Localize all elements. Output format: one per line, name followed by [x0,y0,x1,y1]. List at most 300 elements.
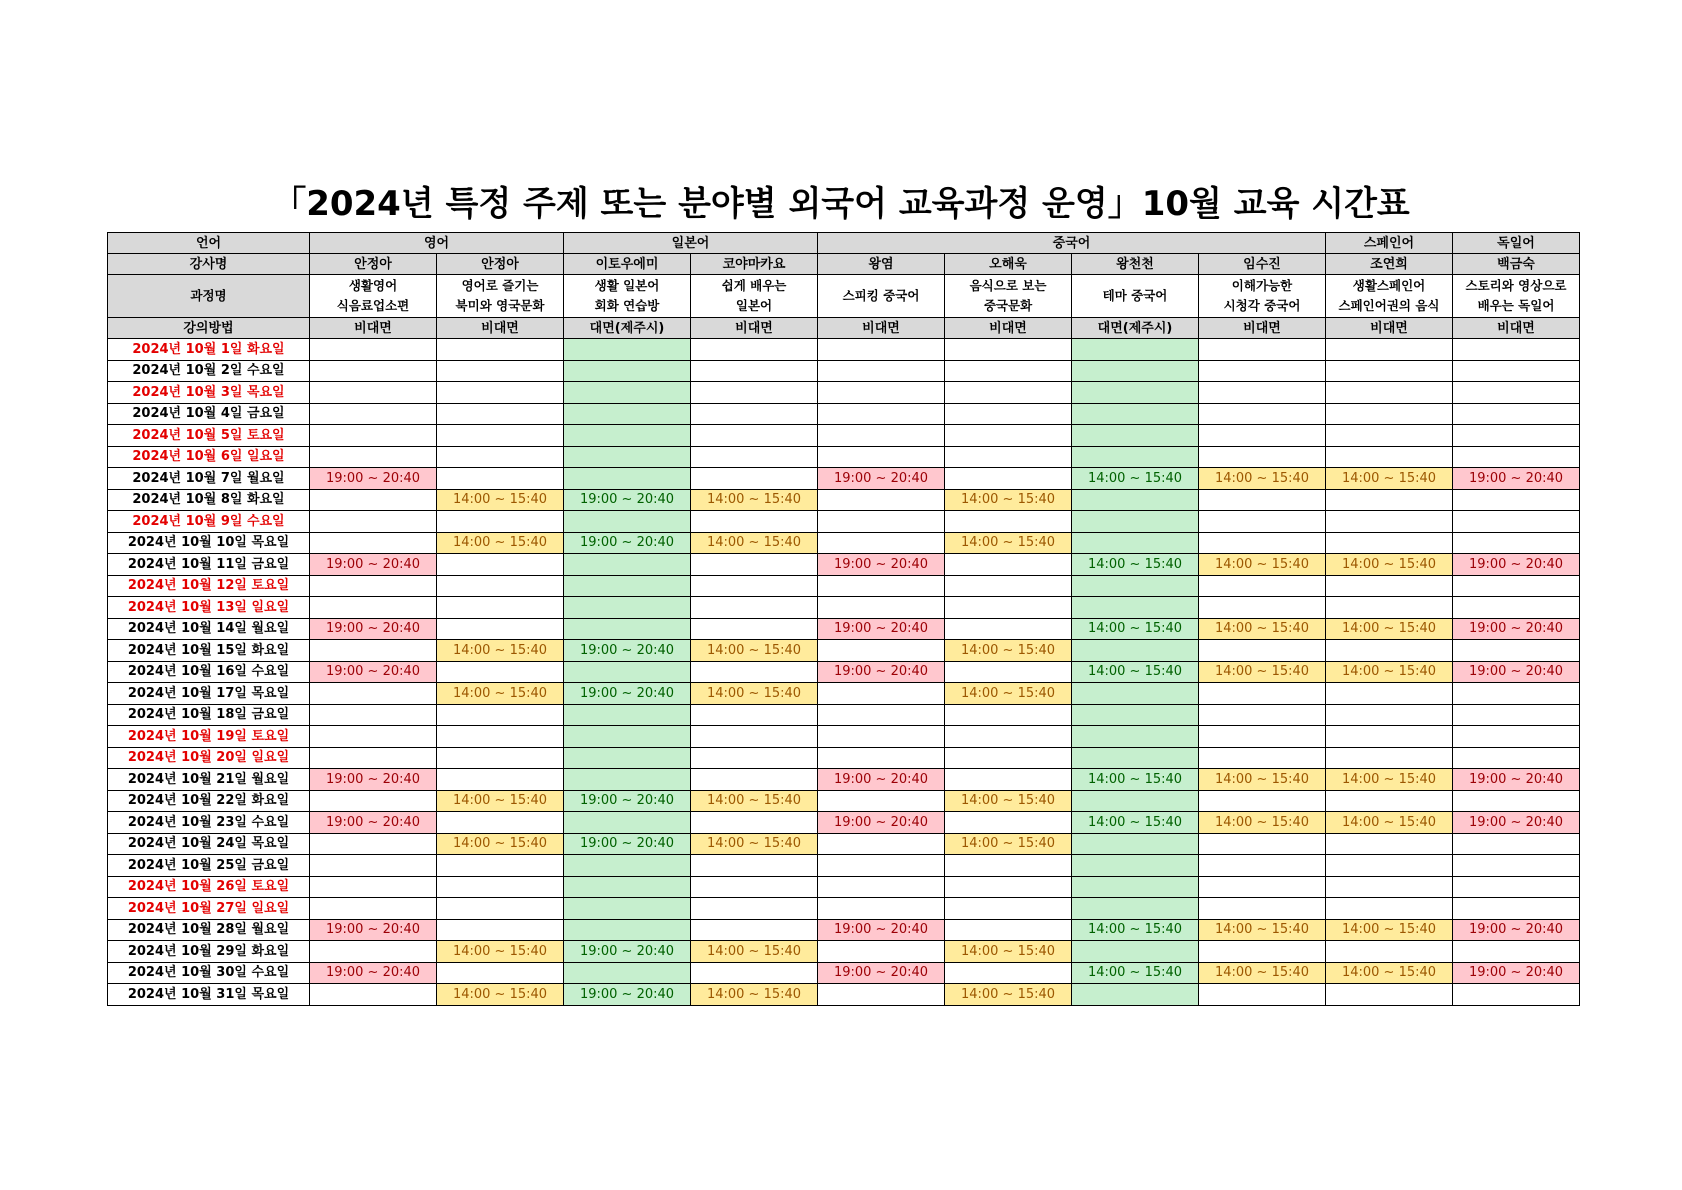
schedule-cell [1199,898,1326,920]
schedule-cell [818,425,945,447]
date-cell: 2024년 10월 21일 월요일 [108,769,310,791]
schedule-cell: 14:00 ~ 15:40 [437,984,564,1006]
table-row [108,618,1580,640]
schedule-cell [564,403,691,425]
schedule-cell [818,511,945,533]
course-line-1: 스피킹 중국어 [842,288,920,303]
date-cell: 2024년 10월 18일 금요일 [108,704,310,726]
schedule-cell [1453,833,1580,855]
date-cell: 2024년 10월 2일 수요일 [108,360,310,382]
schedule-cell [437,704,564,726]
schedule-cell [1453,575,1580,597]
schedule-cell: 19:00 ~ 20:40 [818,661,945,683]
schedule-cell [1199,833,1326,855]
schedule-cell: 19:00 ~ 20:40 [564,941,691,963]
schedule-cell [691,661,818,683]
schedule-cell: 19:00 ~ 20:40 [1453,919,1580,941]
date-cell: 2024년 10월 15일 화요일 [108,640,310,662]
table-row [108,790,1580,812]
schedule-cell [818,704,945,726]
schedule-cell [945,597,1072,619]
date-cell: 2024년 10월 14일 월요일 [108,618,310,640]
schedule-cell: 19:00 ~ 20:40 [818,769,945,791]
schedule-cell [691,855,818,877]
schedule-cell: 14:00 ~ 15:40 [691,683,818,705]
schedule-cell [691,425,818,447]
language-german: 독일어 [1453,233,1580,254]
course-line-1: 스토리와 영상으로 [1465,278,1567,293]
schedule-cell [1453,790,1580,812]
schedule-cell: 14:00 ~ 15:40 [1326,769,1453,791]
schedule-cell [310,726,437,748]
schedule-cell [818,726,945,748]
schedule-cell [945,425,1072,447]
schedule-cell [945,339,1072,361]
schedule-cell [437,575,564,597]
schedule-cell: 14:00 ~ 15:40 [437,683,564,705]
method-label: 강의방법 [108,318,310,339]
schedule-cell [564,876,691,898]
schedule-cell [437,403,564,425]
schedule-cell: 14:00 ~ 15:40 [1326,618,1453,640]
schedule-cell [564,704,691,726]
schedule-cell: 14:00 ~ 15:40 [945,833,1072,855]
table-row [108,339,1580,361]
schedule-cell [1072,575,1199,597]
course-line-2: 회화 연습방 [594,298,660,313]
schedule-cell [818,382,945,404]
schedule-cell [1072,747,1199,769]
schedule-cell [945,747,1072,769]
course-cell [564,275,691,318]
schedule-cell [1199,683,1326,705]
schedule-cell: 19:00 ~ 20:40 [1453,769,1580,791]
course-cell [1326,275,1453,318]
schedule-cell [1453,747,1580,769]
date-cell: 2024년 10월 25일 금요일 [108,855,310,877]
date-cell: 2024년 10월 27일 일요일 [108,898,310,920]
schedule-cell [1326,446,1453,468]
table-row [108,597,1580,619]
schedule-cell [945,726,1072,748]
course-cell [691,275,818,318]
schedule-cell [564,339,691,361]
table-row [108,726,1580,748]
schedule-cell [1326,683,1453,705]
schedule-cell: 19:00 ~ 20:40 [1453,468,1580,490]
schedule-cell [1326,898,1453,920]
date-cell: 2024년 10월 30일 수요일 [108,962,310,984]
schedule-cell [1199,984,1326,1006]
table-row [108,984,1580,1006]
schedule-cell [1326,984,1453,1006]
schedule-cell [437,962,564,984]
schedule-cell [818,941,945,963]
instructor-cell: 임수진 [1199,254,1326,275]
schedule-cell [945,618,1072,640]
schedule-cell [310,640,437,662]
schedule-cell: 14:00 ~ 15:40 [437,790,564,812]
schedule-cell [1453,597,1580,619]
date-cell: 2024년 10월 17일 목요일 [108,683,310,705]
schedule-cell [1072,984,1199,1006]
table-row [108,554,1580,576]
schedule-cell [945,575,1072,597]
schedule-cell: 19:00 ~ 20:40 [1453,661,1580,683]
course-line-2: 시청각 중국어 [1223,298,1301,313]
schedule-cell [437,812,564,834]
method-cell: 비대면 [818,318,945,339]
language-row [108,233,1580,254]
table-row [108,403,1580,425]
schedule-cell [945,704,1072,726]
date-cell: 2024년 10월 13일 일요일 [108,597,310,619]
schedule-cell [310,876,437,898]
schedule-cell [691,575,818,597]
schedule-cell [691,812,818,834]
schedule-cell [691,446,818,468]
instructor-cell: 조연희 [1326,254,1453,275]
schedule-cell [564,618,691,640]
schedule-cell [691,403,818,425]
schedule-cell [310,446,437,468]
schedule-cell [1072,640,1199,662]
course-line-2: 일본어 [735,298,773,313]
date-cell: 2024년 10월 11일 금요일 [108,554,310,576]
schedule-cell [945,511,1072,533]
schedule-cell [1453,683,1580,705]
schedule-cell: 14:00 ~ 15:40 [1199,468,1326,490]
schedule-cell [564,446,691,468]
schedule-cell: 14:00 ~ 15:40 [1199,919,1326,941]
schedule-cell [691,704,818,726]
schedule-cell: 14:00 ~ 15:40 [437,941,564,963]
schedule-cell [310,360,437,382]
schedule-cell [564,360,691,382]
schedule-cell [1199,704,1326,726]
schedule-cell: 14:00 ~ 15:40 [945,984,1072,1006]
schedule-cell [691,511,818,533]
table-row [108,575,1580,597]
schedule-cell [1326,339,1453,361]
schedule-cell [818,984,945,1006]
schedule-cell: 19:00 ~ 20:40 [818,812,945,834]
schedule-cell [310,683,437,705]
schedule-cell [691,468,818,490]
schedule-cell [1072,382,1199,404]
schedule-cell: 14:00 ~ 15:40 [945,683,1072,705]
schedule-cell [1072,704,1199,726]
table-row [108,468,1580,490]
schedule-cell [1326,382,1453,404]
table-row [108,747,1580,769]
schedule-cell [1199,597,1326,619]
schedule-cell [310,898,437,920]
schedule-cell: 19:00 ~ 20:40 [1453,812,1580,834]
schedule-cell: 14:00 ~ 15:40 [1072,919,1199,941]
schedule-cell: 19:00 ~ 20:40 [310,919,437,941]
schedule-cell [945,382,1072,404]
schedule-cell [1072,833,1199,855]
schedule-cell [1453,382,1580,404]
schedule-cell [945,446,1072,468]
course-line-1: 생활 일본어 [594,278,660,293]
schedule-cell [437,618,564,640]
schedule-cell [945,962,1072,984]
schedule-cell: 19:00 ~ 20:40 [818,618,945,640]
course-cell [818,275,945,318]
schedule-cell [945,661,1072,683]
timetable [107,232,1580,1006]
schedule-cell [1199,403,1326,425]
schedule-cell [818,597,945,619]
course-cell [1072,275,1199,318]
schedule-cell: 14:00 ~ 15:40 [691,833,818,855]
schedule-cell [818,339,945,361]
schedule-cell: 19:00 ~ 20:40 [564,532,691,554]
schedule-cell: 14:00 ~ 15:40 [945,489,1072,511]
schedule-cell [818,360,945,382]
schedule-cell: 14:00 ~ 15:40 [691,984,818,1006]
date-cell: 2024년 10월 6일 일요일 [108,446,310,468]
schedule-cell: 14:00 ~ 15:40 [1326,554,1453,576]
schedule-cell: 19:00 ~ 20:40 [310,661,437,683]
schedule-cell [1453,360,1580,382]
schedule-cell: 14:00 ~ 15:40 [437,833,564,855]
schedule-cell: 14:00 ~ 15:40 [437,532,564,554]
method-cell: 대면(제주시) [564,318,691,339]
schedule-cell: 14:00 ~ 15:40 [437,640,564,662]
schedule-cell [310,575,437,597]
schedule-cell: 19:00 ~ 20:40 [310,554,437,576]
schedule-cell [1199,640,1326,662]
schedule-cell [310,532,437,554]
schedule-cell: 19:00 ~ 20:40 [564,984,691,1006]
date-cell: 2024년 10월 20일 일요일 [108,747,310,769]
schedule-cell [1199,360,1326,382]
schedule-cell [1326,640,1453,662]
schedule-cell [310,790,437,812]
schedule-cell: 14:00 ~ 15:40 [1199,661,1326,683]
date-cell: 2024년 10월 9일 수요일 [108,511,310,533]
schedule-cell [818,855,945,877]
schedule-cell [691,618,818,640]
schedule-cell [945,468,1072,490]
schedule-cell: 14:00 ~ 15:40 [691,790,818,812]
method-cell: 비대면 [1326,318,1453,339]
schedule-cell [1072,855,1199,877]
schedule-cell [564,769,691,791]
schedule-cell [310,425,437,447]
schedule-cell: 14:00 ~ 15:40 [945,790,1072,812]
schedule-cell [1072,532,1199,554]
date-cell: 2024년 10월 24일 목요일 [108,833,310,855]
schedule-cell [437,898,564,920]
schedule-cell [1326,403,1453,425]
schedule-cell [691,554,818,576]
schedule-cell [310,511,437,533]
schedule-cell [437,855,564,877]
schedule-cell [1199,876,1326,898]
course-line-1: 생활영어 [348,278,398,293]
table-row [108,876,1580,898]
schedule-cell [1453,489,1580,511]
schedule-cell [1453,532,1580,554]
language-english: 영어 [310,233,564,254]
schedule-cell [691,919,818,941]
schedule-cell [1199,941,1326,963]
table-row [108,769,1580,791]
schedule-cell: 14:00 ~ 15:40 [1199,962,1326,984]
schedule-cell [310,382,437,404]
schedule-cell [1453,704,1580,726]
schedule-cell [818,446,945,468]
schedule-cell [691,360,818,382]
schedule-cell [818,790,945,812]
schedule-cell [1072,339,1199,361]
schedule-cell [1072,898,1199,920]
instructor-cell: 코야마카요 [691,254,818,275]
table-row [108,532,1580,554]
schedule-cell: 19:00 ~ 20:40 [310,468,437,490]
method-cell: 대면(제주시) [1072,318,1199,339]
schedule-cell [691,339,818,361]
schedule-cell [691,876,818,898]
schedule-cell: 14:00 ~ 15:40 [691,489,818,511]
schedule-cell: 14:00 ~ 15:40 [1072,812,1199,834]
schedule-cell: 19:00 ~ 20:40 [564,683,691,705]
schedule-cell [818,833,945,855]
language-spanish: 스페인어 [1326,233,1453,254]
schedule-cell: 14:00 ~ 15:40 [691,941,818,963]
schedule-cell [1072,876,1199,898]
page-title: 「2024년 특정 주제 또는 분야별 외국어 교육과정 운영」10월 교육 시간표 [272,184,1410,224]
schedule-cell [564,597,691,619]
schedule-cell: 14:00 ~ 15:40 [945,941,1072,963]
method-cell: 비대면 [945,318,1072,339]
schedule-cell [1199,382,1326,404]
schedule-cell [437,511,564,533]
schedule-cell [818,640,945,662]
schedule-cell [437,726,564,748]
schedule-cell [1326,833,1453,855]
date-cell: 2024년 10월 7일 월요일 [108,468,310,490]
instructor-cell: 안정아 [310,254,437,275]
schedule-cell [1326,747,1453,769]
schedule-cell [1453,941,1580,963]
instructor-cell: 백금숙 [1453,254,1580,275]
schedule-cell: 19:00 ~ 20:40 [310,618,437,640]
schedule-cell: 19:00 ~ 20:40 [818,919,945,941]
table-row [108,855,1580,877]
table-row [108,812,1580,834]
schedule-cell [1326,597,1453,619]
instructor-cell: 왕천천 [1072,254,1199,275]
course-cell [310,275,437,318]
method-cell: 비대면 [437,318,564,339]
schedule-cell [691,726,818,748]
schedule-cell [1199,575,1326,597]
schedule-cell [1453,640,1580,662]
course-line-1: 음식으로 보는 [969,278,1047,293]
schedule-cell [564,919,691,941]
instructor-cell: 왕염 [818,254,945,275]
schedule-cell [437,554,564,576]
schedule-cell [1326,489,1453,511]
date-cell: 2024년 10월 4일 금요일 [108,403,310,425]
schedule-cell [1072,446,1199,468]
schedule-cell [564,382,691,404]
course-line-1: 쉽게 배우는 [721,278,787,293]
schedule-cell [691,898,818,920]
schedule-cell [691,747,818,769]
method-cell: 비대면 [1453,318,1580,339]
schedule-cell [564,812,691,834]
schedule-cell: 19:00 ~ 20:40 [1453,618,1580,640]
schedule-cell [818,898,945,920]
schedule-cell [1326,790,1453,812]
schedule-cell [1326,425,1453,447]
schedule-cell [437,468,564,490]
schedule-cell [1199,339,1326,361]
schedule-cell [437,597,564,619]
schedule-cell [1326,511,1453,533]
schedule-cell [564,661,691,683]
course-cell [1199,275,1326,318]
method-row [108,318,1580,339]
schedule-cell [818,489,945,511]
schedule-cell [1199,446,1326,468]
schedule-cell [1326,876,1453,898]
schedule-cell: 19:00 ~ 20:40 [1453,554,1580,576]
schedule-cell [1326,704,1453,726]
schedule-cell [310,941,437,963]
schedule-cell [691,962,818,984]
language-label: 언어 [108,233,310,254]
schedule-cell [1453,876,1580,898]
schedule-cell [818,532,945,554]
schedule-cell [564,855,691,877]
schedule-cell [1199,511,1326,533]
schedule-cell [437,747,564,769]
instructor-cell: 오해욱 [945,254,1072,275]
schedule-cell: 19:00 ~ 20:40 [1453,962,1580,984]
course-line-2: 배우는 독일어 [1477,298,1555,313]
schedule-cell [1072,511,1199,533]
schedule-cell [310,704,437,726]
date-cell: 2024년 10월 31일 목요일 [108,984,310,1006]
table-row [108,661,1580,683]
date-cell: 2024년 10월 5일 토요일 [108,425,310,447]
schedule-cell: 14:00 ~ 15:40 [1072,769,1199,791]
schedule-cell [1199,747,1326,769]
schedule-cell: 14:00 ~ 15:40 [1199,812,1326,834]
schedule-cell [437,661,564,683]
instructor-cell: 안정아 [437,254,564,275]
course-line-1: 영어로 즐기는 [461,278,539,293]
schedule-cell [1453,855,1580,877]
date-cell: 2024년 10월 3일 목요일 [108,382,310,404]
language-chinese: 중국어 [818,233,1326,254]
schedule-cell [1072,360,1199,382]
table-row [108,898,1580,920]
course-cell [437,275,564,318]
schedule-cell [1326,941,1453,963]
schedule-cell [1326,855,1453,877]
table-row [108,489,1580,511]
schedule-cell [1199,532,1326,554]
schedule-cell [945,898,1072,920]
